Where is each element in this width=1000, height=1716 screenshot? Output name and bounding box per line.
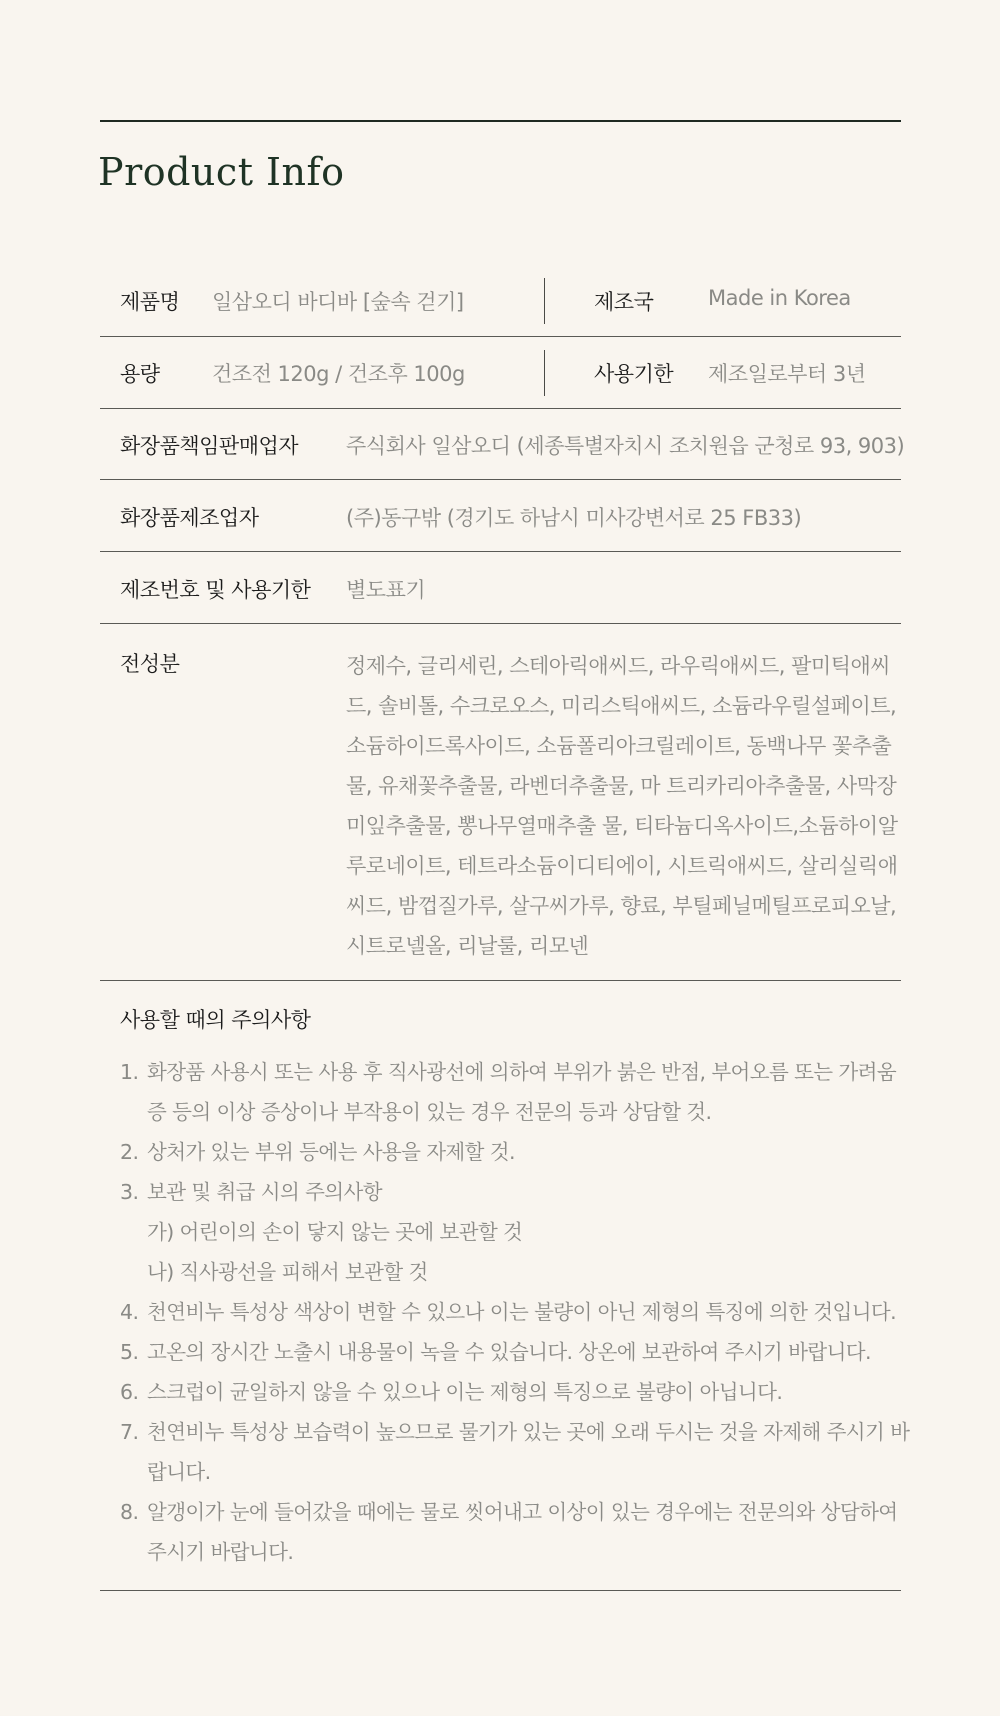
caution-text: 화장품 사용시 또는 사용 후 직사광선에 의하여 부위가 붉은 반점, 부어오름 또는 가려움증 등의 이상 증상이나 부작용이 있는 경우 전문의 등과 상담할 것. <box>147 1060 897 1124</box>
section-title: Product Info <box>98 150 345 194</box>
product-name-label: 제품명 <box>120 290 180 314</box>
bottom-divider <box>100 1590 901 1591</box>
caution-item <box>120 1492 910 1572</box>
caution-number: 7. <box>120 1420 139 1444</box>
manufacturer-label: 화장품제조업자 <box>120 506 259 530</box>
row-divider <box>100 336 901 337</box>
caution-number: 4. <box>120 1300 139 1324</box>
manufacturer-value: (주)동구밖 (경기도 하남시 미사강변서로 25 FB33) <box>346 506 802 530</box>
row-divider <box>100 623 901 624</box>
lot-label: 제조번호 및 사용기한 <box>120 578 311 602</box>
row-divider <box>100 408 901 409</box>
caution-text: 알갱이가 눈에 들어갔을 때에는 물로 씻어내고 이상이 있는 경우에는 전문의와 상담하여 주시기 바랍니다. <box>147 1500 898 1564</box>
cautions-title: 사용할 때의 주의사항 <box>120 1008 311 1032</box>
caution-item <box>120 1052 910 1132</box>
caution-item <box>120 1412 910 1492</box>
caution-text: 천연비누 특성상 보습력이 높으므로 물기가 있는 곳에 오래 두시는 것을 자제해 주시기 바랍니다. <box>147 1420 910 1484</box>
caution-item <box>120 1172 910 1292</box>
product-name-value: 일삼오디 바디바 [숲속 걷기] <box>212 290 464 314</box>
row-divider <box>100 479 901 480</box>
caution-subitem: 가) 어린이의 손이 닿지 않는 곳에 보관할 것 <box>147 1220 523 1244</box>
caution-item <box>120 1132 910 1172</box>
caution-number: 2. <box>120 1140 139 1164</box>
expiry-label: 사용기한 <box>594 362 674 386</box>
caution-number: 3. <box>120 1180 139 1204</box>
capacity-label: 용량 <box>120 362 160 386</box>
ingredients-value: 정제수, 글리세린, 스테아릭애씨드, 라우릭애씨드, 팔미틱애씨드, 솔비톨, 수크로오스, 미리스틱애씨드, 소듐라우릴설페이트, 소듐하이드록사이드, 소듐폴리아크릴레이트, 동백나무 꽃추출물, 유채꽃추출물, 라벤더추출물, 마 트리카리아추출물, 사막장미잎추출물, 뽕나무열매추출 물, 티타늄디옥사이드,소듐하이알루로네이트, 테트라소듐이디티에이, 시트릭애씨드, 살리실릭애씨드, 밤껍질가루, 살구씨가루, 향료, 부틸페닐메틸프로피오날, 시트로넬올, 리날룰, 리모넨 <box>346 654 898 958</box>
caution-text: 보관 및 취급 시의 주의사항 <box>147 1180 382 1204</box>
caution-item <box>120 1292 910 1332</box>
caution-number: 8. <box>120 1500 139 1524</box>
caution-subitem: 나) 직사광선을 피해서 보관할 것 <box>147 1260 428 1284</box>
capacity-value: 건조전 120g / 건조후 100g <box>212 362 465 386</box>
column-divider <box>544 350 545 396</box>
column-divider <box>544 278 545 324</box>
seller-label: 화장품책임판매업자 <box>120 434 299 458</box>
caution-item <box>120 1332 910 1372</box>
row-divider <box>100 551 901 552</box>
caution-item <box>120 1372 910 1412</box>
caution-number: 6. <box>120 1380 139 1404</box>
caution-text: 스크럽이 균일하지 않을 수 있으나 이는 제형의 특징으로 불량이 아닙니다. <box>147 1380 783 1404</box>
lot-value: 별도표기 <box>346 578 426 602</box>
row-divider <box>100 980 901 981</box>
seller-value: 주식회사 일삼오디 (세종특별자치시 조치원읍 군청로 93, 903) <box>346 434 905 458</box>
origin-label: 제조국 <box>594 290 654 314</box>
caution-text: 고온의 장시간 노출시 내용물이 녹을 수 있습니다. 상온에 보관하여 주시기 바랍니다. <box>147 1340 871 1364</box>
top-divider <box>100 120 901 122</box>
caution-number: 5. <box>120 1340 139 1364</box>
ingredients-label: 전성분 <box>120 652 180 676</box>
cautions-list <box>120 1052 910 1572</box>
caution-text: 상처가 있는 부위 등에는 사용을 자제할 것. <box>147 1140 515 1164</box>
caution-text: 천연비누 특성상 색상이 변할 수 있으나 이는 불량이 아닌 제형의 특징에 의한 것입니다. <box>147 1300 897 1324</box>
origin-value: Made in Korea <box>708 286 851 310</box>
expiry-value: 제조일로부터 3년 <box>708 362 866 386</box>
caution-number: 1. <box>120 1060 139 1084</box>
